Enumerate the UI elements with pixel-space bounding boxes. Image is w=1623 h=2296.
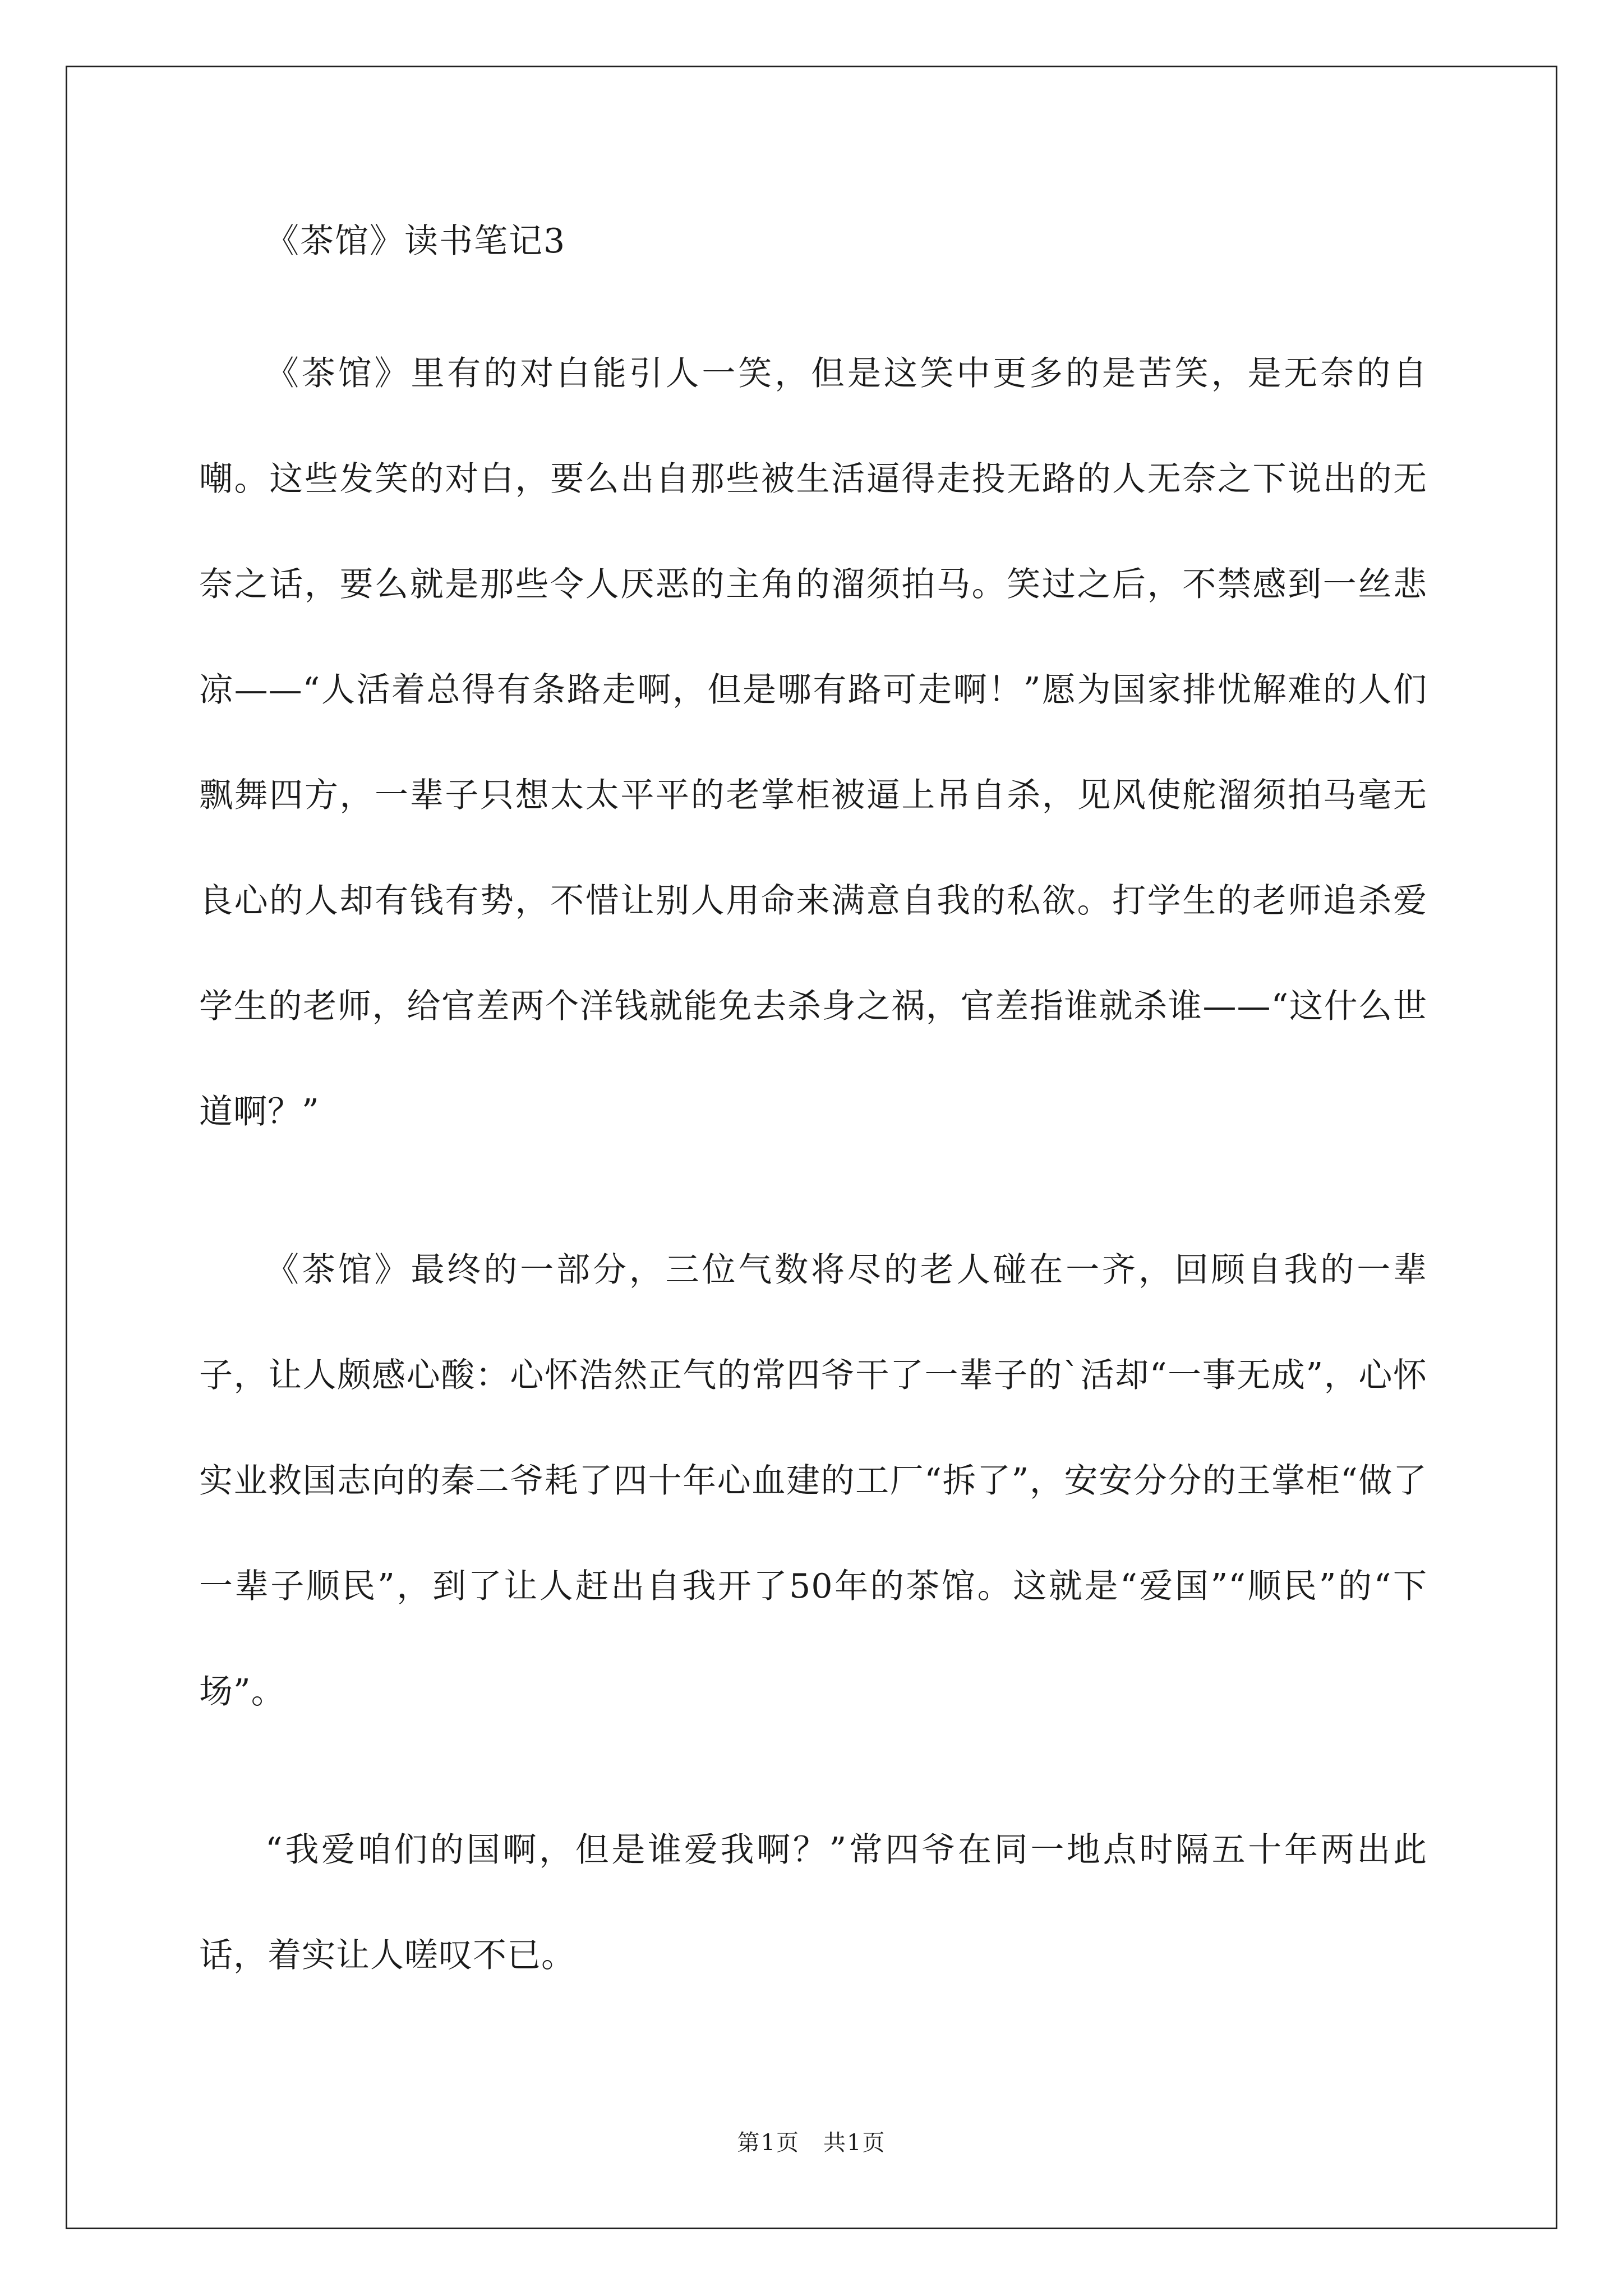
paragraph-2: 《茶馆》最终的一部分，三位气数将尽的老人碰在一齐，回顾自我的一辈子，让人颇感心酸：心怀浩然正气的常四爷干了一辈子的`活却“一事无成”，心怀实业救国志向的秦二爷耗了四十年心血建的工厂“拆了”，安安分分的王掌柜“做了一辈子顺民”，到了让人赶出自我开了50年的茶馆。这就是“爱国”“顺民”的“下场”。 [199,1250,1427,1711]
paragraph-3: “我爱咱们的国啊，但是谁爱我啊？”常四爷在同一地点时隔五十年两出此话，着实让人嗟叹不已。 [199,1830,1427,1975]
document-body [199,213,1427,2008]
paragraph-1: 《茶馆》里有的对白能引人一笑，但是这笑中更多的是苦笑，是无奈的自嘲。这些发笑的对白，要么出自那些被生活逼得走投无路的人无奈之下说出的无奈之话，要么就是那些令人厌恶的主角的溜须拍马。笑过之后，不禁感到一丝悲凉——“人活着总得有条路走啊，但是哪有路可走啊！”愿为国家排忧解难的人们飘舞四方，一辈子只想太太平平的老掌柜被逼上吊自杀，见风使舵溜须拍马毫无良心的人却有钱有势，不惜让别人用命来满意自我的私欲。打学生的老师追杀爱学生的老师，给官差两个洋钱就能免去杀身之祸，官差指谁就杀谁——“这什么世道啊？” [199,354,1427,1131]
document-title: 《茶馆》读书笔记3 [265,222,566,261]
page-footer: 第1页 共1页 [737,2130,886,2156]
